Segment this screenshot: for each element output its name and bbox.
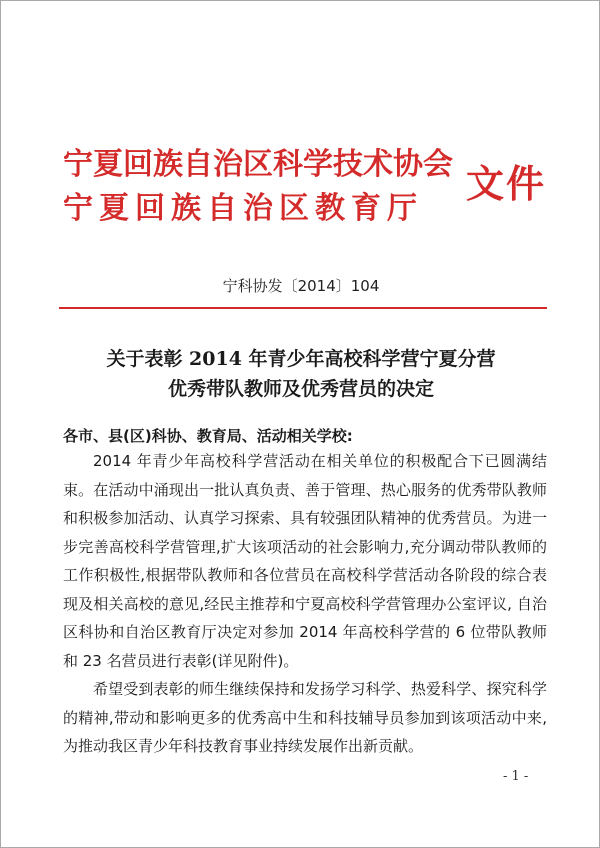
issuer-line-2: 宁夏回族自治区教育厅 [63, 191, 423, 226]
body-paragraph-1: 2014 年青少年高校科学营活动在相关单位的积极配合下已圆满结束。在活动中涌现出一批认真负责、善于管理、热心服务的优秀带队教师和积极参加活动、认真学习探索、具有较强团队精神的优秀营员。为进一步完善高校科学营管理,扩大该项活动的社会影响力,充分调动带队教师的工作积极性,根据带队教师和各位营员在高校科学营活动各阶段的综合表现及相关高校的意见,经民主推荐和宁夏高校科学营管理办公室评议, 自治区科协和自治区教育厅决定对参加 2014 年高校科学营的 6 位带队教师和 23 名营员进行表彰(详见附件)。 [63, 452, 547, 670]
salutation: 各市、县(区)科协、教育局、活动相关学校: [63, 427, 353, 445]
red-divider-line [59, 307, 547, 309]
document-number: 宁科协发〔2014〕104 [222, 277, 380, 295]
issuer-line-1: 宁夏回族自治区科学技术协会 [63, 147, 453, 182]
document-title-line-1: 关于表彰 2014 年青少年高校科学营宁夏分营 [106, 348, 496, 370]
document-header [63, 139, 553, 227]
document-title-line-2: 优秀带队教师及优秀营员的决定 [167, 378, 434, 400]
body-paragraph-2: 希望受到表彰的师生继续保持和发扬学习科学、热爱科学、探究科学的精神,带动和影响更多的优秀高中生和科技辅导员参加到该项活动中来,为推动我区青少年科技教育事业持续发展作出新贡献。 [63, 680, 547, 755]
page-number: - 1 - [503, 769, 529, 784]
document-type-label: 文件 [466, 162, 547, 206]
